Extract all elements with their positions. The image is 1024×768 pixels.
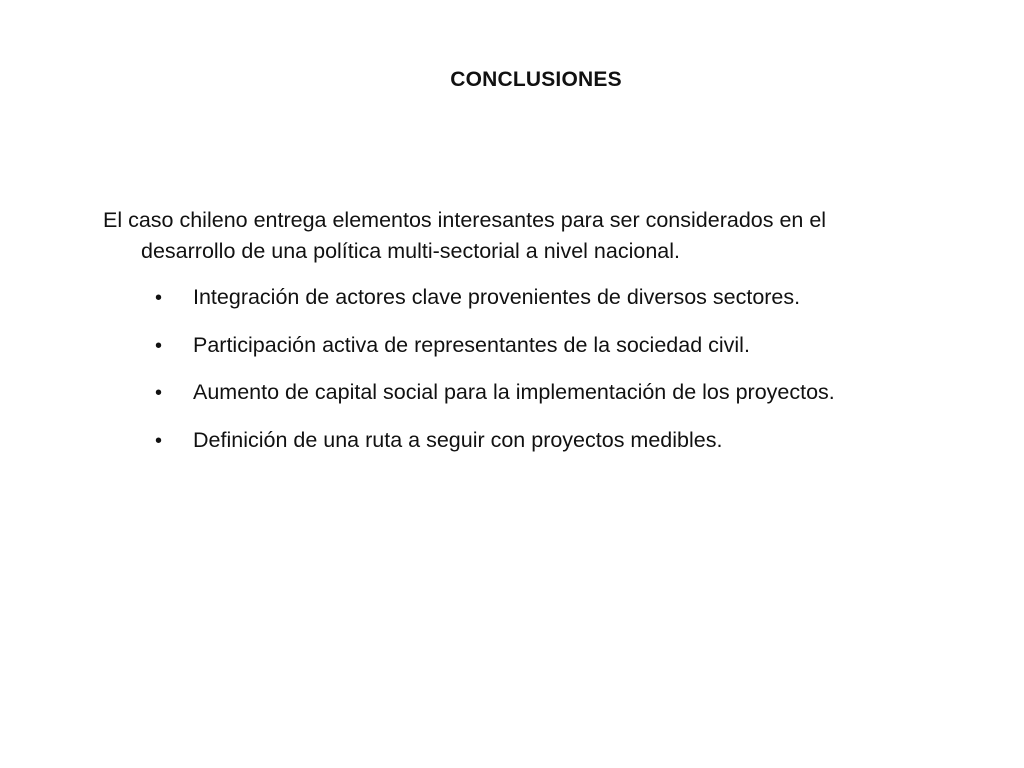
bullet-icon: •: [155, 287, 163, 309]
bullet-list: [155, 282, 995, 472]
bullet-text: Participación activa de representantes de la sociedad civil.: [193, 332, 750, 357]
slide-title: CONCLUSIONES: [450, 68, 622, 91]
bullet-icon: •: [155, 429, 163, 452]
bullet-text: Integración de actores clave provenientes de diversos sectores.: [193, 285, 801, 309]
list-item: [155, 377, 995, 409]
list-item: [155, 330, 995, 362]
bullet-icon: •: [155, 382, 163, 404]
intro-paragraph: El caso chileno entrega elementos interesantes para ser considerados en el desarrollo de una política multi-sectorial a nivel nacional.: [103, 208, 827, 263]
list-item: [155, 425, 995, 457]
bullet-text: Aumento de capital social para la implementación de los proyectos.: [193, 380, 835, 404]
list-item: [155, 282, 995, 314]
bullet-text: Definición de una ruta a seguir con proyectos medibles.: [193, 427, 723, 452]
bullet-icon: •: [155, 334, 163, 357]
